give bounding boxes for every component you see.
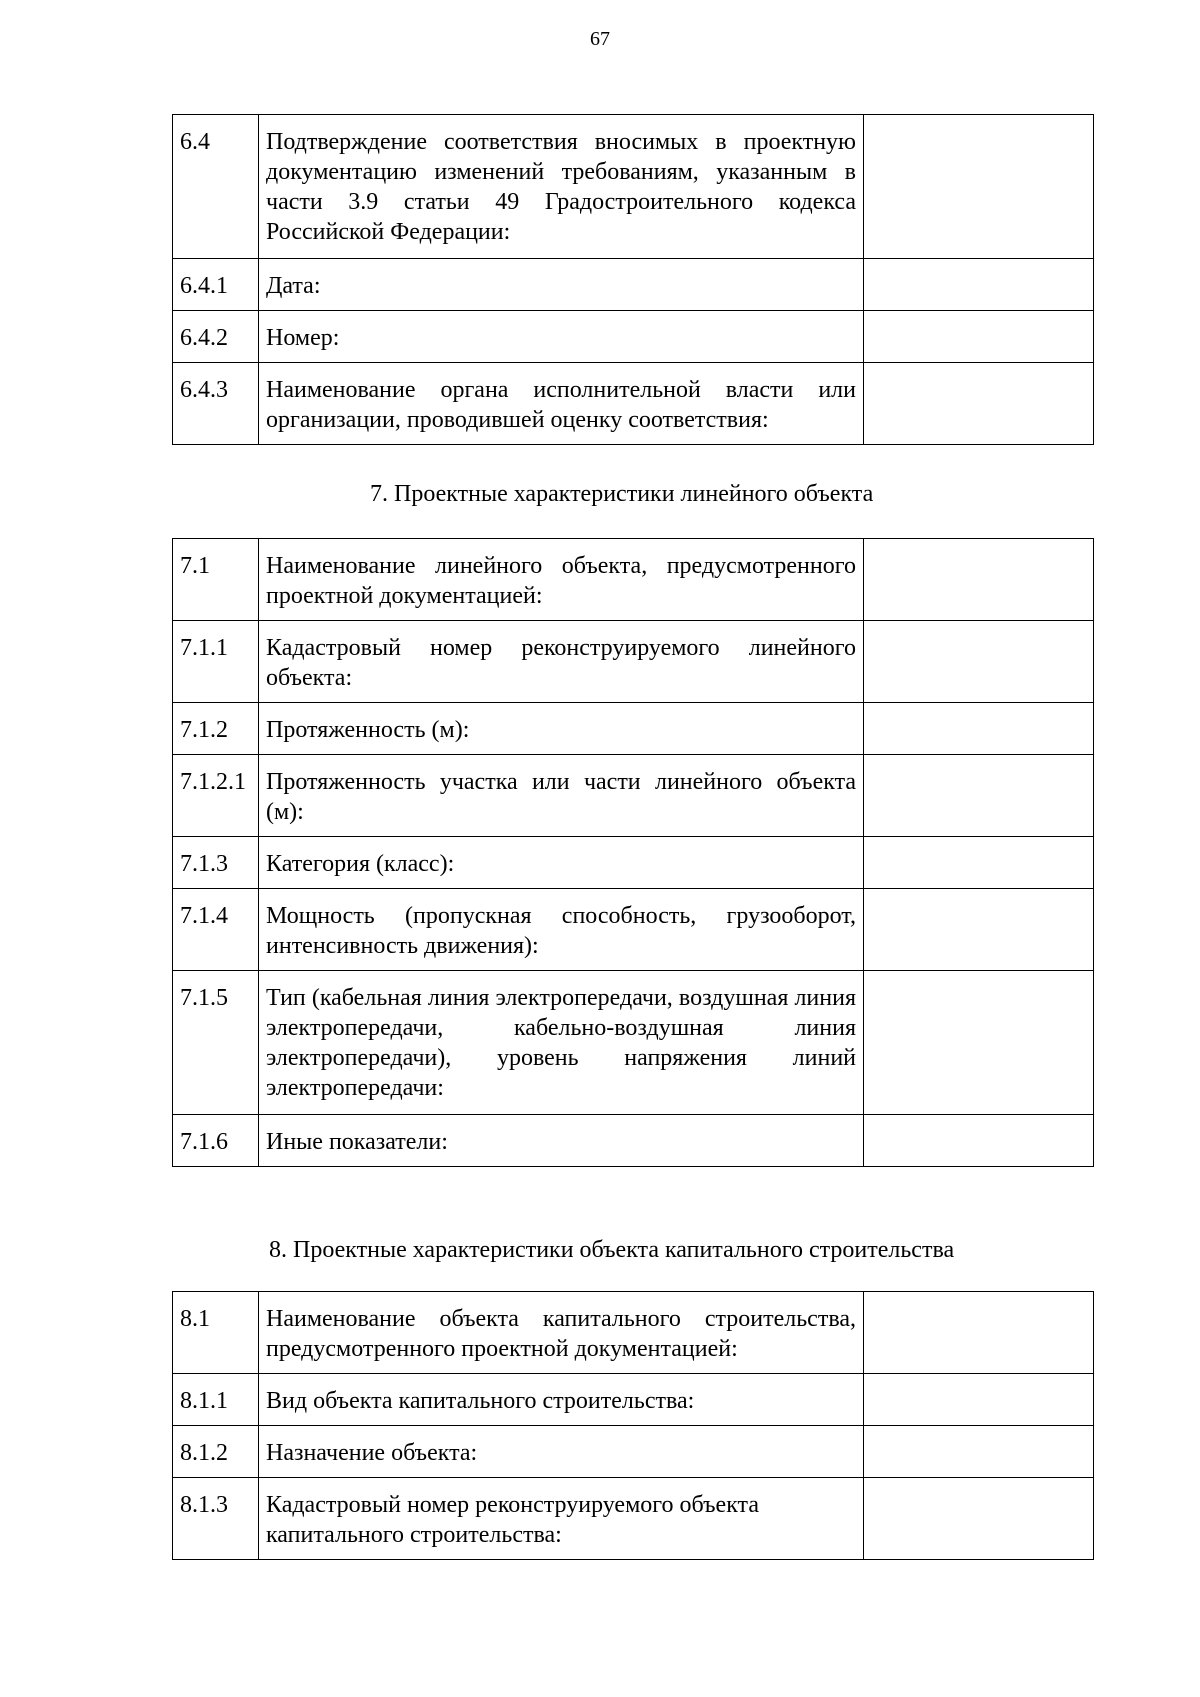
row-label: Иные показатели: [259, 1115, 864, 1167]
row-number: 7.1.2.1 [173, 755, 259, 837]
table-row [173, 115, 1094, 259]
row-number: 8.1.3 [173, 1478, 259, 1560]
value-field[interactable] [864, 311, 1094, 363]
value-field[interactable] [864, 1426, 1094, 1478]
table-row [173, 1426, 1094, 1478]
row-label: Протяженность участка или части линейного объекта (м): [259, 755, 864, 837]
row-label: Наименование органа исполнительной власти или организации, проводившей оценку соответствия: [259, 363, 864, 445]
row-number: 6.4.1 [173, 259, 259, 311]
value-field[interactable] [864, 1292, 1094, 1374]
table-row [173, 971, 1094, 1115]
value-field[interactable] [864, 889, 1094, 971]
table-row [173, 889, 1094, 971]
value-field[interactable] [864, 703, 1094, 755]
page-number: 67 [590, 28, 610, 50]
value-field[interactable] [864, 115, 1094, 259]
table-row [173, 621, 1094, 703]
value-field[interactable] [864, 755, 1094, 837]
value-field[interactable] [864, 259, 1094, 311]
table-row [173, 539, 1094, 621]
value-field[interactable] [864, 621, 1094, 703]
row-number: 7.1.4 [173, 889, 259, 971]
value-field[interactable] [864, 1374, 1094, 1426]
value-field[interactable] [864, 1115, 1094, 1167]
row-number: 7.1.6 [173, 1115, 259, 1167]
row-label: Кадастровый номер реконструируемого линейного объекта: [259, 621, 864, 703]
section-7-heading: 7. Проектные характеристики линейного объекта [370, 481, 874, 507]
row-number: 6.4 [173, 115, 259, 259]
table-section-8 [172, 1291, 1094, 1560]
row-label: Мощность (пропускная способность, грузооборот, интенсивность движения): [259, 889, 864, 971]
row-label: Назначение объекта: [259, 1426, 864, 1478]
section-8-heading: 8. Проектные характеристики объекта капитального строительства [269, 1237, 955, 1263]
row-number: 6.4.3 [173, 363, 259, 445]
row-label: Кадастровый номер реконструируемого объекта капитального строительства: [259, 1478, 864, 1560]
value-field[interactable] [864, 539, 1094, 621]
row-number: 7.1 [173, 539, 259, 621]
value-field[interactable] [864, 1478, 1094, 1560]
table-row [173, 1292, 1094, 1374]
table-row [173, 837, 1094, 889]
row-label: Категория (класс): [259, 837, 864, 889]
table-row [173, 259, 1094, 311]
table-row [173, 363, 1094, 445]
row-label: Тип (кабельная линия электропередачи, воздушная линия электропередачи, кабельно-воздушная линия электропередачи), уровень напряжения линий электропередачи: [259, 971, 864, 1115]
row-label: Подтверждение соответствия вносимых в проектную документацию изменений требованиям, указанным в части 3.9 статьи 49 Градостроительного кодекса Российской Федерации: [259, 115, 864, 259]
row-number: 7.1.5 [173, 971, 259, 1115]
table-row [173, 311, 1094, 363]
value-field[interactable] [864, 971, 1094, 1115]
value-field[interactable] [864, 837, 1094, 889]
table-section-7 [172, 538, 1094, 1167]
row-number: 6.4.2 [173, 311, 259, 363]
row-number: 8.1.1 [173, 1374, 259, 1426]
row-label: Дата: [259, 259, 864, 311]
value-field[interactable] [864, 363, 1094, 445]
row-number: 7.1.2 [173, 703, 259, 755]
row-label: Наименование линейного объекта, предусмотренного проектной документацией: [259, 539, 864, 621]
table-row [173, 1374, 1094, 1426]
table-row [173, 703, 1094, 755]
row-number: 8.1.2 [173, 1426, 259, 1478]
row-label: Протяженность (м): [259, 703, 864, 755]
row-label: Наименование объекта капитального строительства, предусмотренного проектной документацией: [259, 1292, 864, 1374]
row-number: 7.1.1 [173, 621, 259, 703]
row-number: 8.1 [173, 1292, 259, 1374]
table-section-6 [172, 114, 1094, 445]
row-label: Номер: [259, 311, 864, 363]
table-row [173, 755, 1094, 837]
row-label: Вид объекта капитального строительства: [259, 1374, 864, 1426]
row-number: 7.1.3 [173, 837, 259, 889]
table-row [173, 1478, 1094, 1560]
table-row [173, 1115, 1094, 1167]
